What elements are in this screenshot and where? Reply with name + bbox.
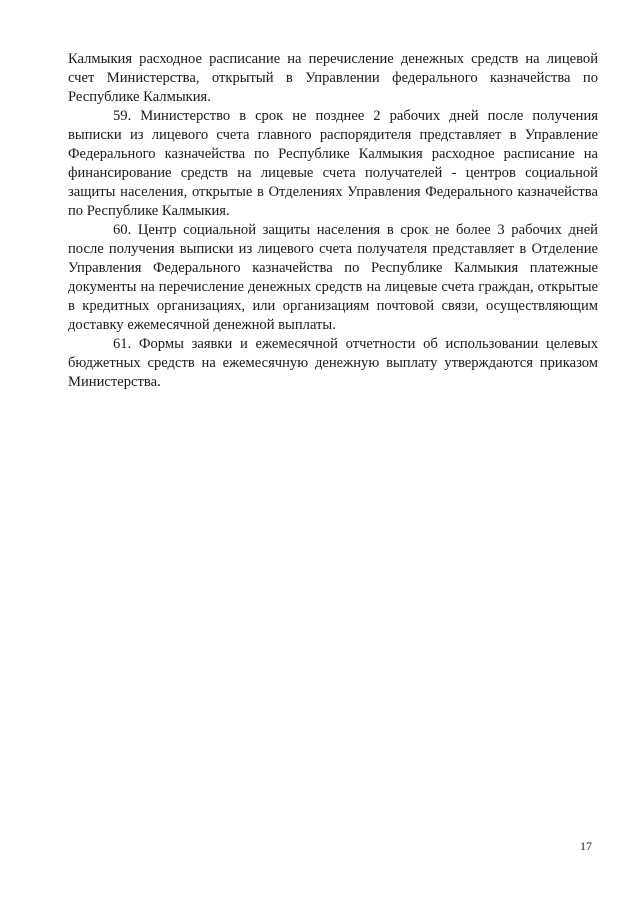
- page-number: 17: [580, 839, 592, 853]
- paragraph-61: 61. Формы заявки и ежемесячной отчетности об использовании целевых бюджетных средств на ежемесячную денежную выплату утверждаются приказом Министерства.: [68, 336, 598, 390]
- body-text: [68, 50, 598, 392]
- paragraph-continuation: Калмыкия расходное расписание на перечисление денежных средств на лицевой счет Министерства, открытый в Управлении федерального казначейства по Республике Калмыкия.: [68, 51, 598, 105]
- paragraph-60: 60. Центр социальной защиты населения в срок не более 3 рабочих дней после получения выписки из лицевого счета получателя представляет в Отделение Управления Федерального казначейства по Республике Калмыкия платежные документы на перечисление денежных средств на лицевые счета граждан, открытые в кредитных организациях, или организациям почтовой связи, осуществляющим доставку ежемесячной денежной выплаты.: [68, 222, 598, 333]
- paragraph-59: 59. Министерство в срок не позднее 2 рабочих дней после получения выписки из лицевого счета главного распорядителя представляет в Управление Федерального казначейства по Республике Калмыкия расходное расписание на финансирование средств на лицевые счета получателей - центров социальной защиты населения, открытые в Отделениях Управления Федерального казначейства по Республике Калмыкия.: [68, 108, 598, 219]
